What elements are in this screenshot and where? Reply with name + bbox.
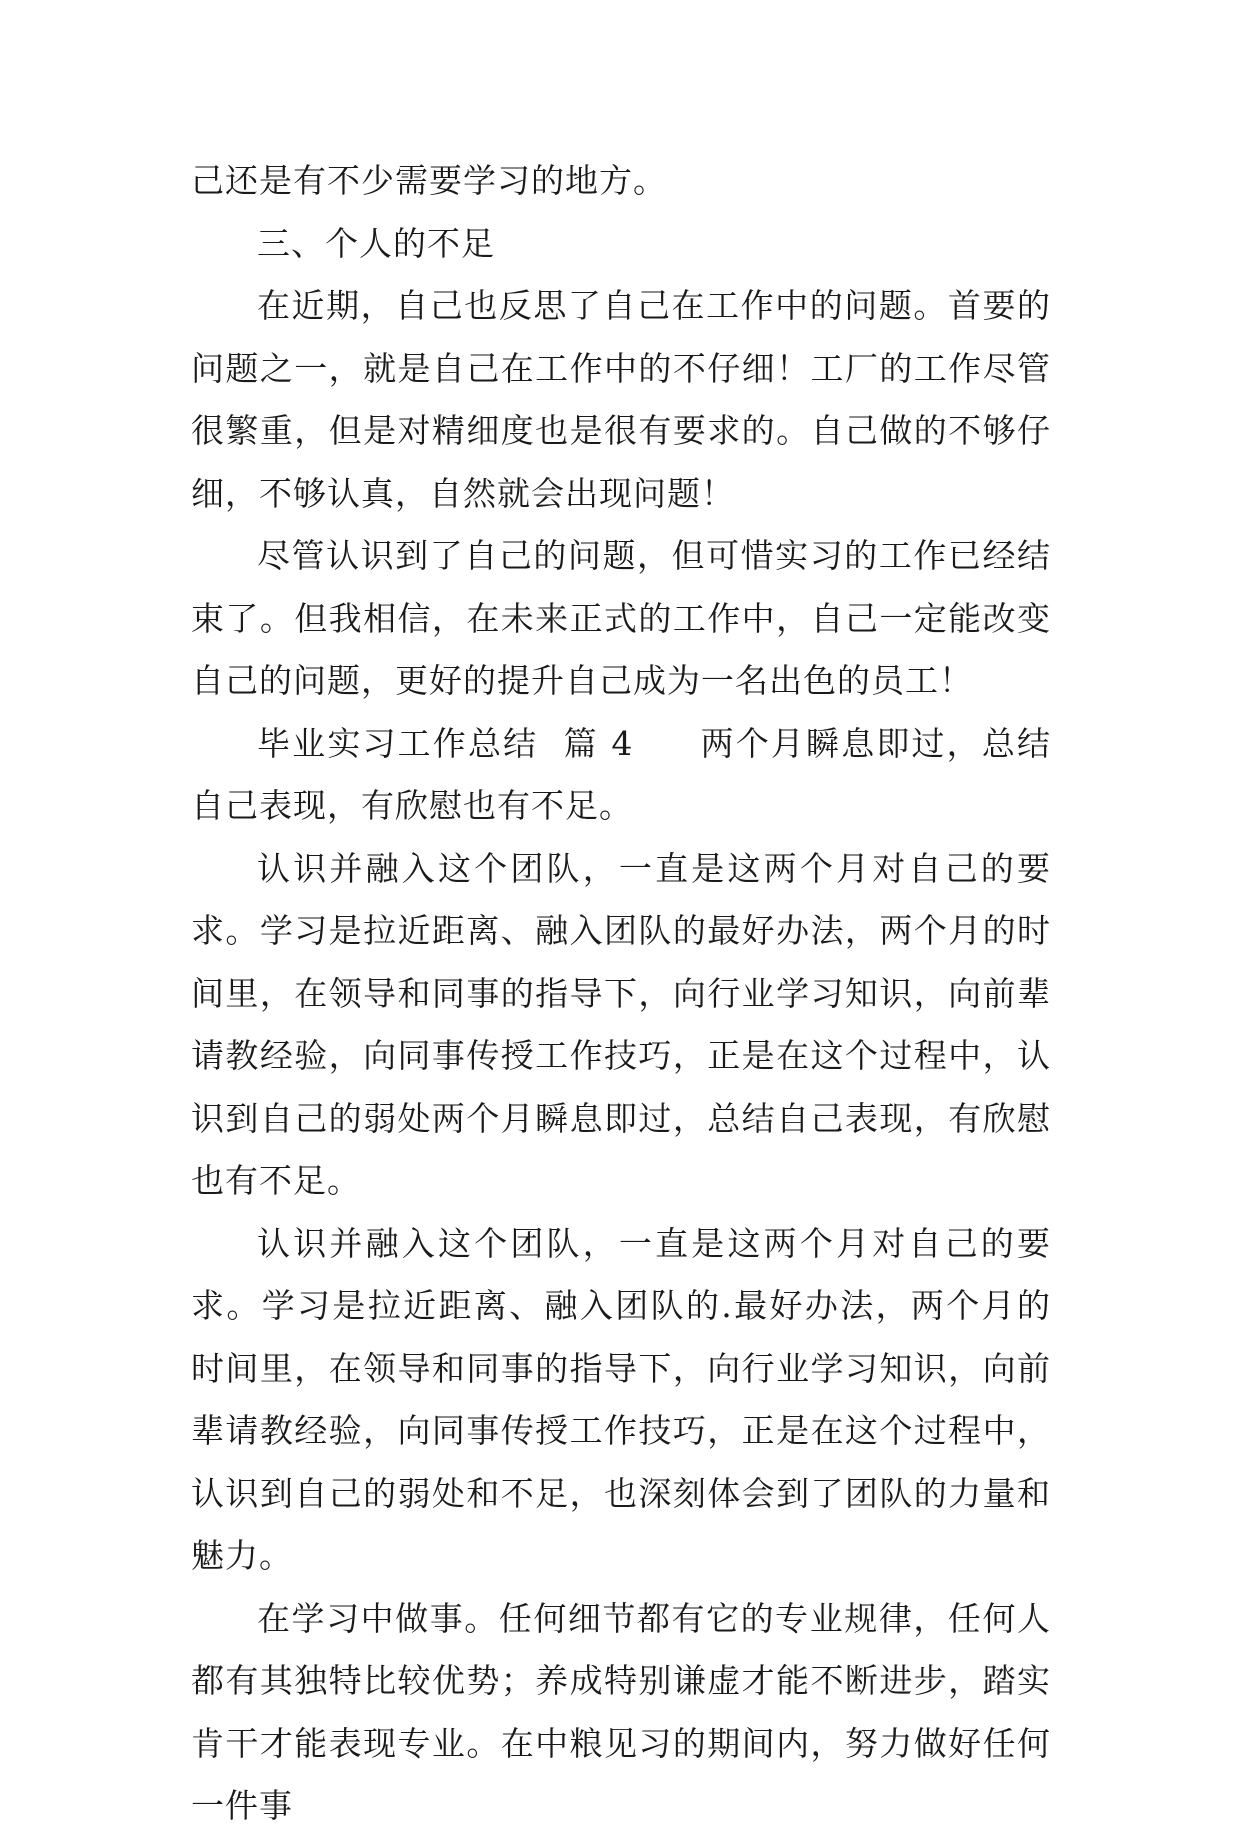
article-title: 毕业实习工作总结 xyxy=(257,723,539,763)
document-body xyxy=(191,150,1051,1838)
article-intro-text: 两个月瞬息即过，总结自己表现，有欣慰也有不足。 xyxy=(191,723,1052,825)
paragraph: 己还是有不少需要学习的地方。 xyxy=(191,161,667,200)
section-heading: 三、个人的不足 xyxy=(257,223,495,263)
paragraph: 认识并融入这个团队，一直是这两个月对自己的要求。学习是拉近距离、融入团队的最好办法，两个月的时间里，在领导和同事的指导下，向行业学习知识，向前辈请教经验，向同事传授工作技巧，正是在这个过程中，认识到自己的弱处两个月瞬息即过，总结自己表现，有欣慰也有不足。 xyxy=(191,848,1051,1200)
article-heading-line xyxy=(191,713,1051,838)
paragraph: 在近期，自己也反思了自己在工作中的问题。首要的问题之一，就是自己在工作中的不仔细！工厂的工作尽管很繁重，但是对精细度也是很有要求的。自己做的不够仔细，不够认真，自然就会出现问题！ xyxy=(191,286,1051,513)
paragraph: 认识并融入这个团队，一直是这两个月对自己的要求。学习是拉近距离、融入团队的.最好办法，两个月的时间里，在领导和同事的指导下，向行业学习知识，向前辈请教经验，向同事传授工作技巧，正是在这个过程中，认识到自己的弱处和不足，也深刻体会到了团队的力量和魅力。 xyxy=(191,1223,1051,1575)
paragraph: 在学习中做事。任何细节都有它的专业规律，任何人都有其独特比较优势；养成特别谦虚才能不断进步，踏实肯干才能表现专业。在中粮见习的期间内，努力做好任何一件事 xyxy=(191,1598,1051,1825)
article-section-number: 篇 4 xyxy=(563,723,634,763)
paragraph: 尽管认识到了自己的问题，但可惜实习的工作已经结束了。但我相信，在未来正式的工作中，自己一定能改变自己的问题，更好的提升自己成为一名出色的员工！ xyxy=(191,536,1051,700)
